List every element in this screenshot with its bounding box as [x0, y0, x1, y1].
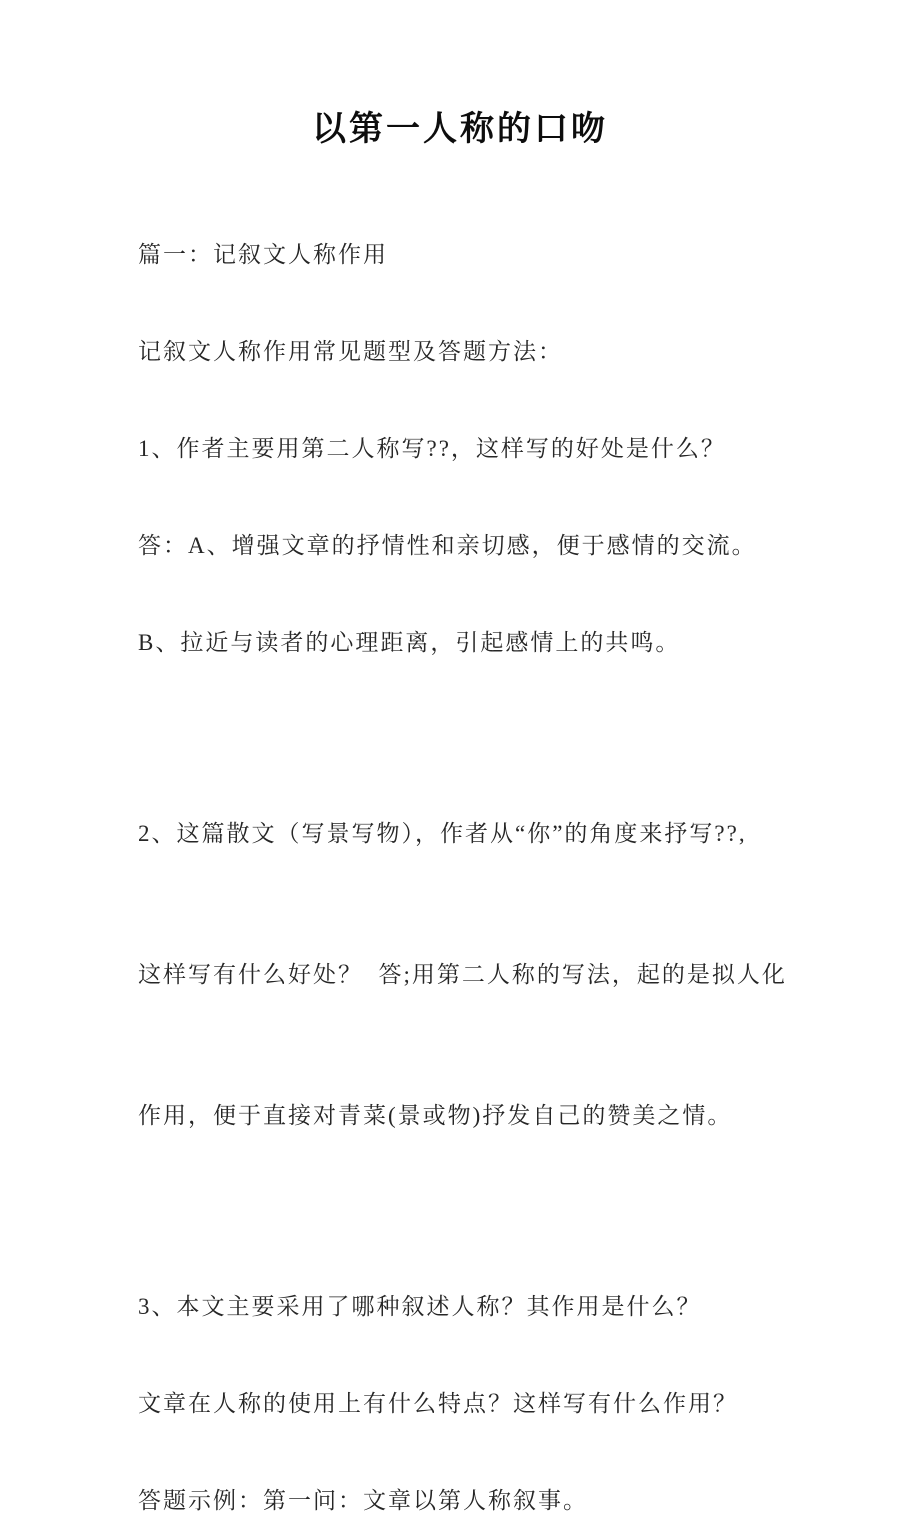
- paragraph-question-2: [138, 716, 806, 1233]
- paragraph-answer-example: 答题示例：第一问：文章以第人称叙事。: [138, 1488, 588, 1513]
- paragraph-answer-1a: 答：A、增强文章的抒情性和亲切感，便于感情的交流。: [138, 533, 757, 558]
- paragraph-question-1: 1、作者主要用第二人称写??，这样写的好处是什么？: [138, 436, 726, 461]
- paragraph-intro: 记叙文人称作用常见题型及答题方法：: [138, 339, 563, 364]
- document-title: 以第一人称的口吻: [312, 110, 608, 148]
- paragraph-question-3-variant: 文章在人称的使用上有什么特点？这样写有什么作用？: [138, 1391, 738, 1416]
- paragraph-question-3: 3、本文主要采用了哪种叙述人称？其作用是什么？: [138, 1294, 702, 1319]
- paragraph-section-label: 篇一：记叙文人称作用: [138, 242, 388, 267]
- paragraph-line: 这样写有什么好处？ 答;用第二人称的写法，起的是拟人化: [138, 962, 787, 987]
- paragraph-line: 作用，便于直接对青菜(景或物)抒发自己的赞美之情。: [138, 1103, 733, 1128]
- paragraph-line: 2、这篇散文（写景写物），作者从“你”的角度来抒写??,: [138, 821, 747, 846]
- document-body: [138, 231, 806, 1524]
- paragraph-answer-1b: B、拉近与读者的心理距离，引起感情上的共鸣。: [138, 630, 681, 655]
